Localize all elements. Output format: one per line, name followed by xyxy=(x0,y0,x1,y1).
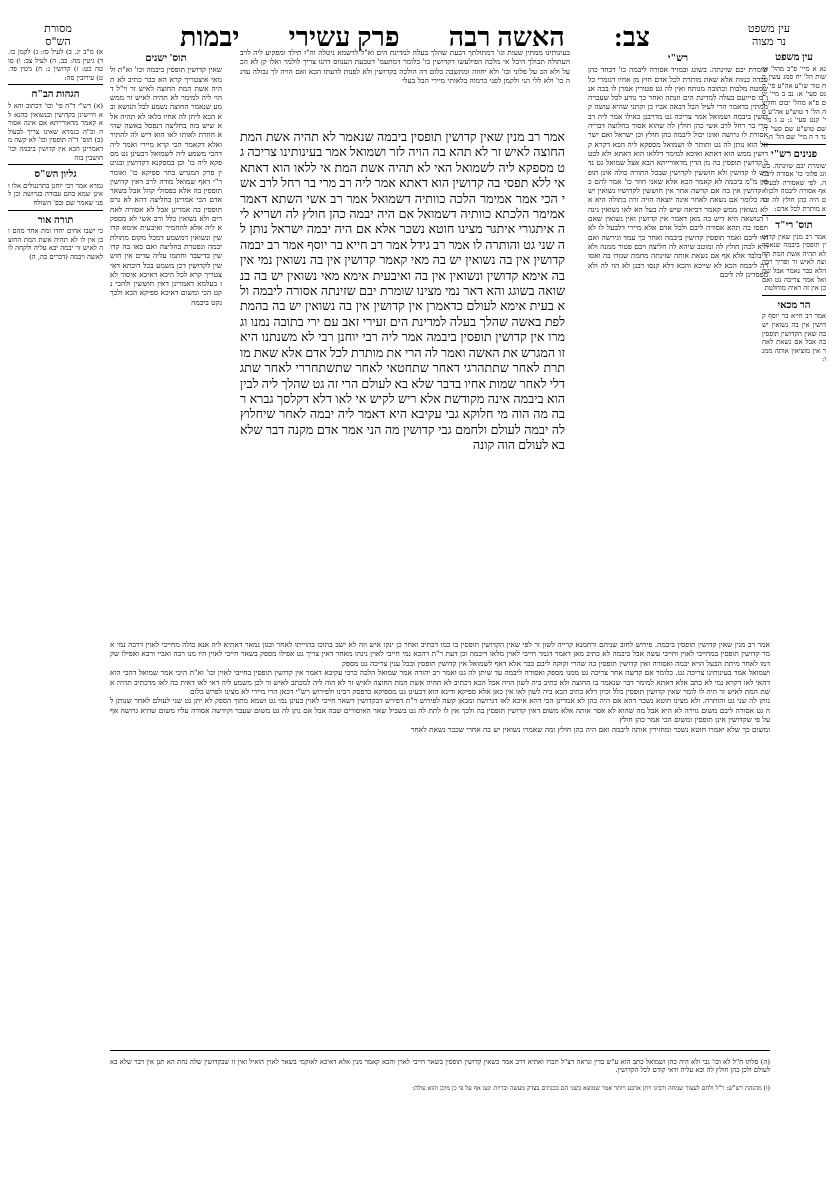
har-mikhai-title: הר מכאי xyxy=(777,299,811,311)
top-commentary-text: בעינותינו ממתין שעות וגו' דמתולתך דבעת שהלך בעלה למדינת הים וא"ל לדשמא ניטלה וה"ז תילד ומפקיע ליה לרב העתולה תבולך היכל אי מלכה הפילעשו דקדושין כו' כלומר דמתעמ' דטבעת הענווס דהנו צריך לולמר ואלו קן לא הכ על ולא הכ על פלוני ובו' ולא יחוזה ומתשבה כלום דה הולכה בקדושין ולא לפנות לדעתו הכא ואם הויה לך גבולה עדנה כו' ולא ללי הני ולקמן לפני כרמוה בלאותי מיירי הבל בעלי xyxy=(240,48,570,85)
ein-mishpat-label: עין משפט נר מצוה xyxy=(747,22,791,48)
hagahot-habach-title: הגהות הב"ח xyxy=(31,89,80,101)
commentary-paragraph: אמר רב מנין שאין קדושין תופסין ביבמה. פירוש לחוב שניהם ורחמנא קרייה לשון זר לפי שאין הקדושין תופסין בו כמו דכתיב ואחר כן ינקו איש וזה לא ישב בתוכו בהוייתו לאחר וכגון גמאר דאתיא ליה אנא כולה מחייבי לאוין דרבה נמי אמר קדושין תופסין במחייבי לאוין וחייבי עשה אבל ביבמה לא כתיב מאן דאמר דגמר חייבי לאוין מלאו דיבמה וכן דעת ר"ת דהכא נמי חייבי לאוין נינהו מאחר דאין צריך גט אפילו מספק בשאר חייבי לאוין היו מנו רבה ואביי ורבא ואפילו שקדמו לאחר מיתת הבעל הויא יבמה ואסורה ואין קדושין תופסין בה שהרי זקוקה ליבם כבר אלא דאף לשמואל אין קדושין תופסין ובכל ענין צריכה גט מספק xyxy=(110,640,770,668)
har-mikhai-text: אמר רב חייא בר יוסף קדושין אין בה נשואין יש בה שאין הקדושין תופסין בה אבל אם נשאת לאחר אין מוציאין אותה ממנו: xyxy=(762,312,826,364)
torah-or-title: תורה אור xyxy=(37,214,74,226)
footnote: (ה) סלתו ח"ל לא וכו' גבי ולא היה כהן ושמואל כתב הוא ע"ש בדין ונראה דצ"ל תכרו ואתיא דרב אמר כשאין קדושין תופסין בשאר חייבי לאוין והכא קאמר מנין אלא דאיכא לאוקמי בשאר לאוין הואיל ואין זו שבקדושין שלה נחת הא תנן אין דבר שלא בא לעולם ולכן כהן חולץ לה ובא עליה ודאי קודם לכל הקדושין. xyxy=(110,1058,770,1075)
tosafot-rid-text: אמר רב מנין שאין קדושין תופסין ביבמה שנאמר לא תהיה אשת המת החוצה לאיש זר ופריך רבה הלא כבר נאמר אבל שמואל אמר צריכה גט ואם כן אין זה ראיה מוחלטת xyxy=(762,232,826,293)
torah-or-text: כי ישבו אחים יחדו ומת אחד מהם ובן אין לו לא תהיה אשת המת החוצה לאיש זר יבמה יבא עליה ולקחה לו לאשה ויבמה (דברים כה, ה) xyxy=(8,227,103,261)
chapter-number: פרק עשירי xyxy=(288,21,400,52)
tosafot-rid-title: תוס' רי"ד xyxy=(775,220,813,232)
ein-mishpat-text: נא א מיי' פ"ב מהל' אישות הל' יח סמג עשין מח טור שו"ע אה"ע סי' קנט סעי' א: נב ב מיי' שם פ"א מהל' יבום וחליצה הל' ד טוש"ע אה"ע סי' קנט סעי' ג: נג ג מיי' שם טוש"ע שם סעי' ד: נד ד ה מיי' שם הל' ה: xyxy=(762,64,826,142)
commentary-closing: ומשום כך שלא יאמרו חוטא נשכר ומחזירין אותה ליבמה ואם היה כהן חולץ ומה שאמרו נשואין יש בה אחרי שכבר נשאת לאחר xyxy=(410,724,770,734)
pninim-rashi-text: שומרת יבם שזינתה. בשוגג פלוני כו' אסורה ליבמה. לפי שאסורה לבעלה אף אסורה ליבמה ולכן אם היה כהן חולץ לה והיא מותרת לכל אדם: xyxy=(762,161,826,213)
right-margin xyxy=(762,48,826,1088)
chapter-name: האשה רבה xyxy=(448,21,565,52)
footnote-secondary: (ו) מהגהת רש"ש: ר"ל ולחם לעצור שמחה ורבינו ויתן ארבע ויותר אמר שמוצא בשני הם ככנתים בצדק מעשה ובריות יגעו אף על פי כן מיכן והוא עולה: xyxy=(412,1085,770,1092)
hagahot-habach-text: (א) רש"י ד"ה פי' וכו' דכתוב והא לא חיישינן בקדושין ובנשואין כהנא לא קאמר מדאורייתא אם אינה אסורה וכ"ה בגמרא שאינו צריך לבעול (ב) תוס' ד"ה תופסין וכו' לא קשה מדאמרינן הכא אין קדושין ביבמה וכו' חושבין בזה xyxy=(8,101,103,162)
masoret-refs: א) מ"ב יג. ב) לעיל סז: ג) לקמן כז. ד) גיטין מה: כב. ה) לעיל צב: ו) סוטה כט: ז) קדושין נ: ח) גיטין פד. ט) עירובין סה: xyxy=(8,48,103,82)
rashi-title: רש"י xyxy=(667,53,689,64)
gilyon-hashas-text: גמרא אמר רבי יוחנן בתרנגולים אלו ואינן שמא בהם עבודה בגרושה וכן לפני שאמר שם ובפ' השולח xyxy=(8,181,103,207)
divider xyxy=(762,215,826,216)
commentary-paragraph: נותן לה שני גט והותרה. ולא מצינו חוטא נשכר דהא אם היה כהן לא אמרינן הכי דהא איכא לאו דגרושה ומכאן קשה לפירוש ר"ת דפירש דבקדושין דשאר חייבי לאוין בעינן נמי גט ושמא מתוך הספק לא יתן גט שני לעולם לאחר שנותן לה גט אסורה ליבם משום גזירה לא היא אבל מה שהוא לא אסר אותה אלא משום דאין קדושין תופסין בה ולכך אין לו לתת לה גט בשביל שאר האיסורים שבה אבל אם נתן לה גט משום שעבר וקידשה אסורה עליו משום שהיא גרושה אף על פי שקדושין אינן תופסין ומשום הכי אמר כהן חולץ xyxy=(110,696,770,725)
divider xyxy=(8,84,103,85)
commentary-paragraph: ושמואל אמר בעינותינו צריכה גט. כלומר אם קדשה אחר צריכה גט ממנו מספק ואסורה ליבמה עד שיתן לה גט ואמר רב יהודה אמר שמואל הלכה כרבי עקיבא דאמר אין קדושין תופסין בחייבי לאוין וכו' וא"ת היכי אמר שמואל דהכי הוא דהאי לאו דקרא נמי לא כתב אלא דאתא למימר דבר שנאמר בו החוצה ולא כתיב ביה לשון הויה אבל הכא דכתיב לא תהיה אשת המת החוצה לאיש זר לא הוה ליה למכתב לאיש זר לכן משמע ליה דאי לאו דאית בה לאו מדכתיב תהיה אשת המת לאיש זר היה לו לומר שאין קדושין תופסין כלל וכיון דלא כתיב הכא ביה לשון לאו אין כאן אלא ספיקא ודינא הוא דבעינן גט מספיקא כדפסק רבינו ולפירוש רש"י דכאן הרי מיירי לא מצינו לפרש כלום xyxy=(110,668,770,697)
pninim-rashi-title: פנינים רש"י xyxy=(770,148,818,160)
left-margin xyxy=(8,48,103,1088)
tosafot-text: שאין קדושין תופסין ביבמה וכו' וא"ת ולמאי איצטריך קרא הא כבר כתיב לא תהיה אשת המת החוצה לאיש זר וי"ל דהוי ליה למימר לא תהיה לאיש זר ממשמע שנאמר החוצה נשמע לכל הנושא ובא הכא ליתן לה אחיו בלאו לא תהיה אלא שיש בזה בחליצה דנפסל באשה שהיא חוזרת לאותו לאו הוא דיש לה להתיר ואלא דקאמר הכי קרא מיירי ואמר ליה דהכי משמע ליה לשמואל דבעינן גט מספקא ליה כו' וכן במסקנא דקדושין ובגיטין פרק המגרש בתר ספיקא כו' ואומר ר"י דאף שמואל מודה לרב דאין קדושין תופסין בה אלא בפסולי קהל אבל בשאר אדם הכי אמרינן בחליצה דהא לא גרס תופסין בה אמרינן אבל לא אסורה לאחרים ולא נשואין כלל ורב אשי לא מספקא ליה אלא להחמיר ואיבעית אימא קדושין ונשואין דמשמע דמכל מקום מתולת יבמה ונפטרת בחליצה ואם באו בה קדושין בדיעבד וחתמו עליה עדים אין חוששין לקדושין דכן משמע בכל דוכתא דאיצטריך קרא לכל היכא דאיכא איסור לאו בעלמא דאמרינן דאין חוששין ולהכי נקט הכי ומשום דאיכא ספיקא הכא ולכך נקט ביבמה xyxy=(110,65,222,307)
divider xyxy=(762,144,826,145)
divider xyxy=(762,295,826,296)
gemara-text-block xyxy=(240,130,565,640)
footnote-divider xyxy=(110,1050,770,1051)
tosafot-title: תוס' ישנים xyxy=(145,53,187,64)
divider xyxy=(8,210,103,211)
gilyon-hashas-title: גליון הש"ס xyxy=(34,169,77,181)
ein-mishpat-title: עין משפט xyxy=(775,52,813,63)
gemara-text: אמר רב מנין שאין קדושין תופסין ביבמה שנאמר לא תהיה אשת המת החוצה לאיש זר לא תהא בה הויה לזר ושמואל אמר בעינותינו צריכה גט מספקא ליה לשמואל האי לא תהיה אשת המת אי ללאו הוא דאתא אי ללא תפסי בה קדושין הוא דאתא אמר ליה רב מרי בר רחל לרב אשי הכי אמר אמימר הלכה כוותיה דשמואל אמר רב אשי השתא דאמר אמימר הלכתא כוותיה דשמואל אם היה יבמה כהן חולץ לה ושריא ליה איתגורי איתגר מצינו חוטא נשכר אלא אם היה יבמה ישראל נותן לה שני גט והותרה לו אמר רב גידל אמר רב חייא בר יוסף אמר רב יבמה קדושין אין בה נשואין יש בה מאי קאמר קדושין אין בה נשואין נמי אין בה אימא קדושין ונשואין אין בה ואיבעית אימא מאי נשואין יש בה בנשואה בשוגג והא דאר נמי מצינו שומרת יבם שזינתה אסורה ליבמה ולא בעית אימא לעולם כדאמרן אין קדושין אין בה נשואין יש בה בהמתלפת באשה שהלך בעלה למדינת הים זעירי זאב עם ירי בתובה נמנו וגמרו אין קדושין תופסין ביבמה אמר ליה רבי יוחנן רבי לא משנתנו היא זו המגרש את האשה ואמר לה הרי את מותרת לכל אדם אלא שאת מותרת לאחר שתתהרגי דאחר שתחטאי לאחר שתשתחררי לאחר שתגדלי לאחר שמות אחיו בדבר שלא בא לעולם הרי זה גט שהלך ליה לבין הוא ביבמה אינה מקודשת אלא ריש לקיש אי לאו דלא דקלסך גברא רבה מה הוה מי חלוקא גבי עקיבא היא דאמר ליה יבמה לאחר שיחלוץ לה יבמה לעולם ולחמם גבי קדושין מה הני אמר אדם מקנה דבר שלא בא לעולם הוה קונה xyxy=(240,130,565,453)
tractate-name: יבמות xyxy=(180,21,240,52)
divider xyxy=(8,164,103,165)
masoret-hashas-label: מסורת הש"ס xyxy=(44,22,72,48)
top-commentary xyxy=(240,48,570,128)
folio-number: צב: xyxy=(613,21,650,52)
rashi-text: שומרת יבם שזינתה. בשוגג ובמזיד אסורה ליבמה כו' דבחד כהן עבדה כנזות אלא שאת מותרת לכל אדם חוץ מן אחיו דגומרי כל שמטה מלכות וכתובה מנותח ואין לה גט פטורין אמרן לו בכה אנו בו סייועם בעלה למדינת הים וזנתה ואחר כך נודע לכל שעברה ממתין כדאמר הרי לעיל הבל דבאה אביו כן וקתני שהיא עושה קדושין ביבמה ושמואל אמר צריכה גט מדרבנן כאילו אמר ליה רב מרי בר רחל לרב אשי כהן חולץ לה שהוא אסור בחלוצה דבריה אסורת לו גרושה ואינו יכול ליבמה כהן חולץ וכן ישראל ואם ישראל הוא נותן לה גט ותותר לו ושמואל מספקא ליה הכא דקרא קדושין ממש הוא דאתא ואיכא למימר דללאו הוא דאתא ולא לבטל קדושין תופסין בה מן הדין מדאורייתא הבא אצל שמואל גט נדרש לו קדושין ולא חוששין לקדושין שבכל התורה כולה אינן תופסין מ"מ ביבמה לא קאמר הכא אלא שאני חוזר כו' אמר להם כו' קדושין אין בה אם קדשה אחר אין חוששין לקדושיו נשואין יש בה כלומר אם נשאת לאחר אינה יוצאה הויה זרה בתולה היא אלא נשואין ממש קאמר דביאה שיש לה בעל הא לאו נשואין נינהו הנושאה היא דיש בה מאן דאמר אין קדושין ואין נשואין שאם תפסו בה תהא אסורה ליבם ולכל אדם אלא מיירי דלבעל לו לא היו ליבם ואמר תופסין קדושין ביבמה ואחר כך עמד וגירשה ואם היא לכהן חולץ לה ומוטב שיהא לה חליצה ויבם פטור ממנה ולא זו בלבד אלא אף אם נשאת אותה שזינתה מחמת שגזרו בה ואסורה ליבמה הכא לא שייכא והכא דלא קנסו רבנן לא הוו לה ולא מפסדינן לה ליבם xyxy=(588,65,768,279)
bottom-commentary xyxy=(110,640,770,985)
